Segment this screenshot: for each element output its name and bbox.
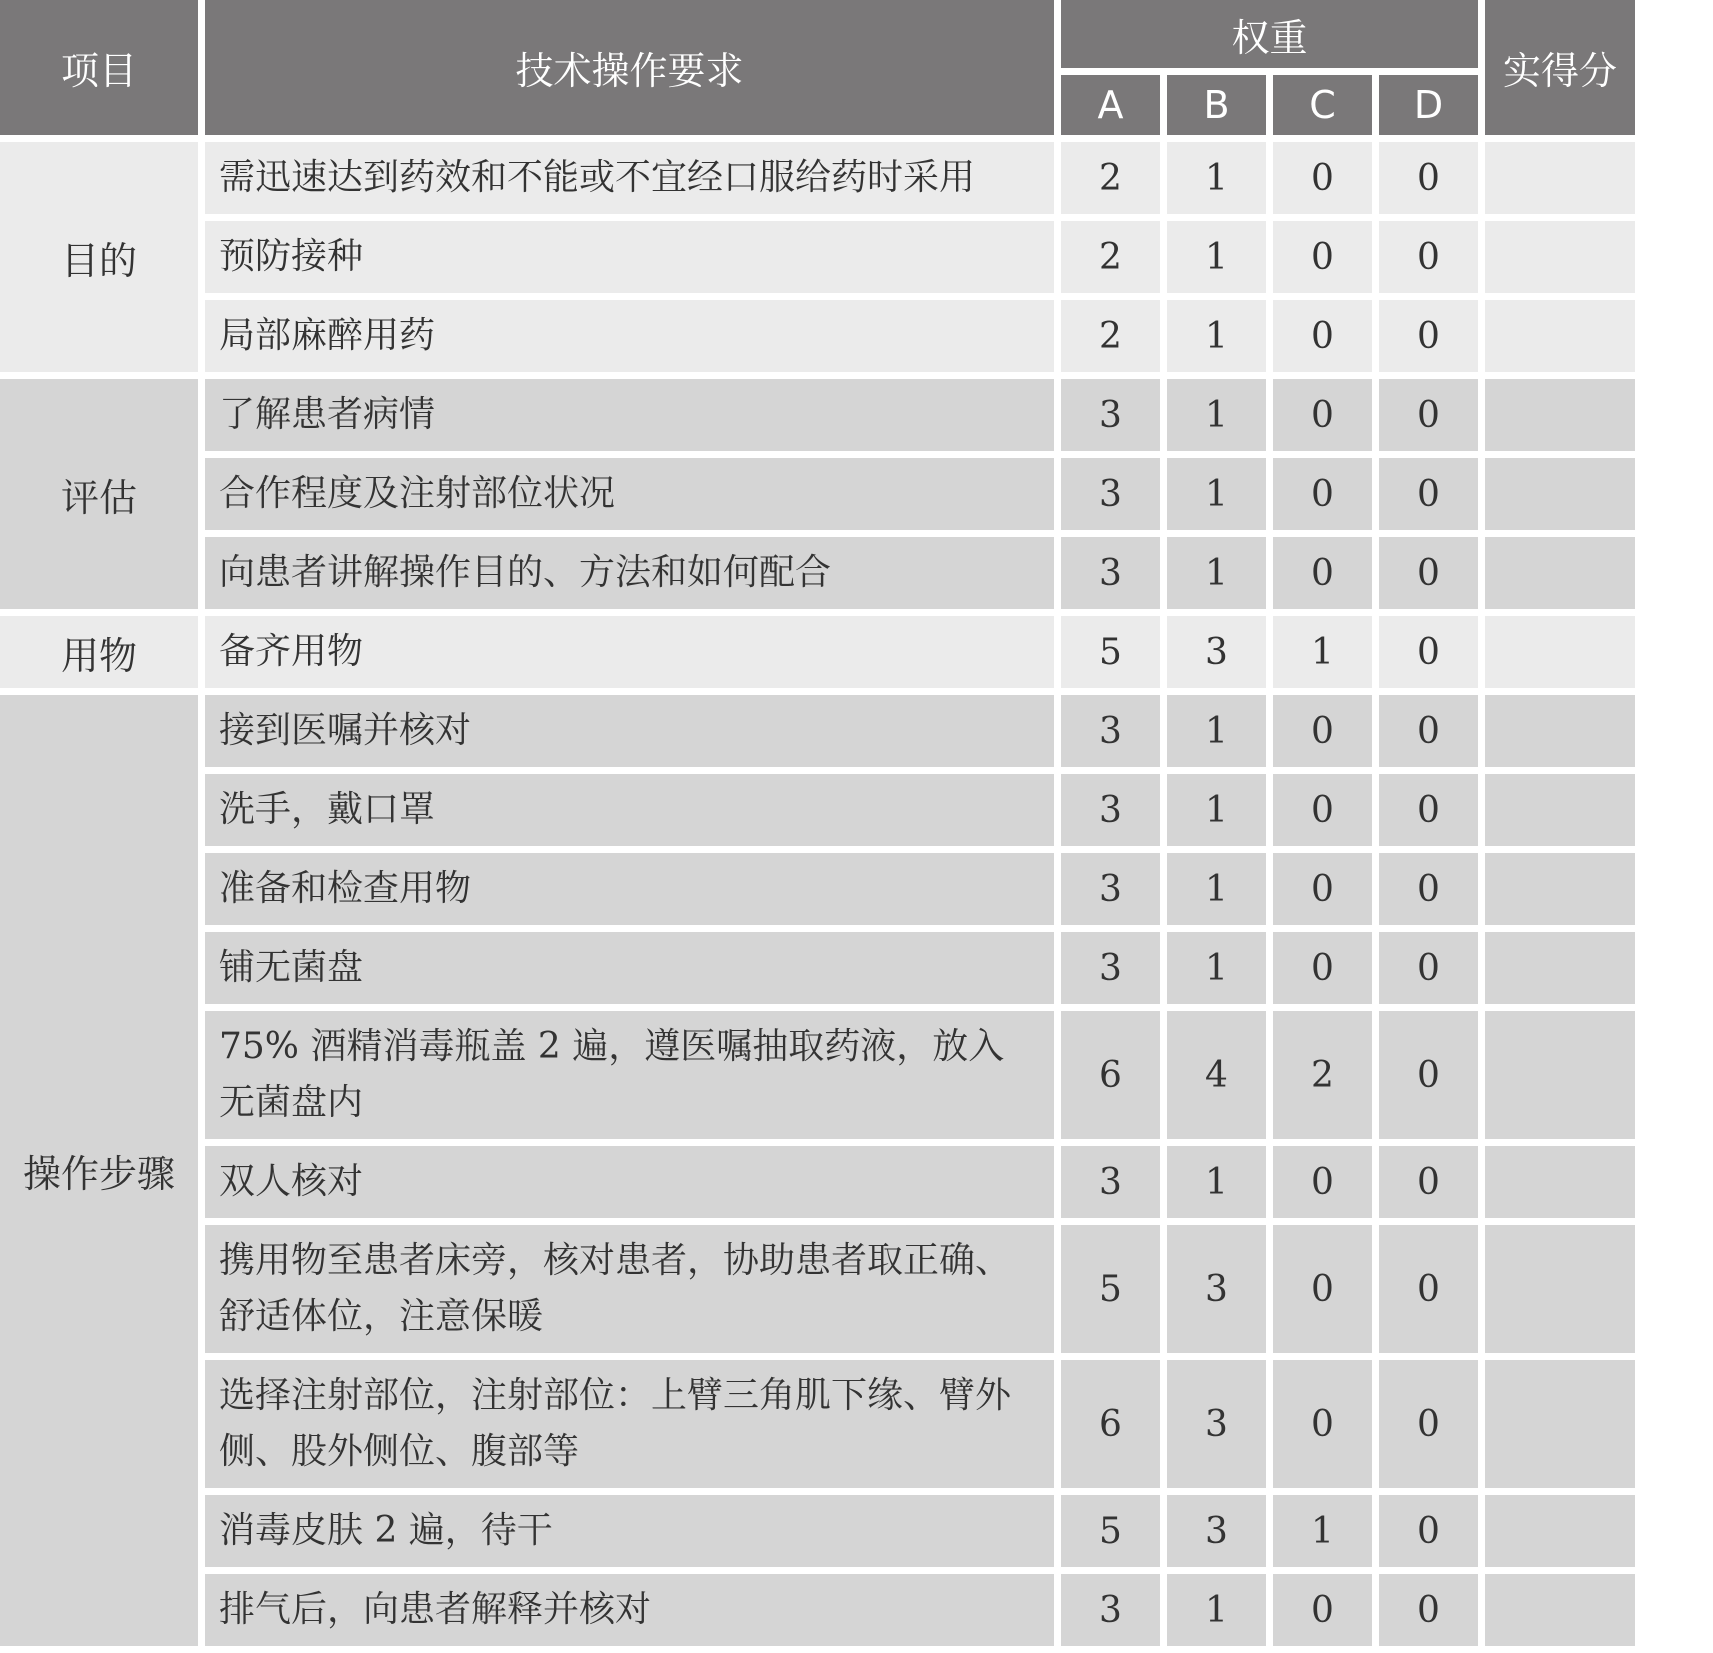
header-weight: 权重 bbox=[1061, 0, 1478, 68]
weight-a-cell: 5 bbox=[1061, 1495, 1160, 1567]
table-row bbox=[0, 458, 1635, 530]
weight-b-cell: 1 bbox=[1167, 458, 1266, 530]
score-cell bbox=[1485, 1495, 1635, 1567]
score-cell bbox=[1485, 853, 1635, 925]
table-row bbox=[0, 853, 1635, 925]
score-cell bbox=[1485, 142, 1635, 214]
weight-c-cell: 0 bbox=[1273, 853, 1372, 925]
weight-c-cell: 0 bbox=[1273, 1225, 1372, 1353]
weight-b-cell: 1 bbox=[1167, 774, 1266, 846]
weight-c-cell: 0 bbox=[1273, 379, 1372, 451]
requirement-cell: 了解患者病情 bbox=[205, 379, 1054, 451]
weight-d-cell: 0 bbox=[1379, 1495, 1478, 1567]
weight-b-cell: 1 bbox=[1167, 300, 1266, 372]
weight-c-cell: 0 bbox=[1273, 1574, 1372, 1646]
table-row bbox=[0, 932, 1635, 1004]
requirement-cell: 接到医嘱并核对 bbox=[205, 695, 1054, 767]
requirement-cell: 携用物至患者床旁，核对患者，协助患者取正确、舒适体位，注意保暖 bbox=[205, 1225, 1054, 1353]
table-body bbox=[0, 142, 1635, 1646]
weight-d-cell: 0 bbox=[1379, 695, 1478, 767]
weight-b-cell: 1 bbox=[1167, 853, 1266, 925]
weight-b-cell: 1 bbox=[1167, 1574, 1266, 1646]
weight-c-cell: 0 bbox=[1273, 1360, 1372, 1488]
weight-d-cell: 0 bbox=[1379, 1360, 1478, 1488]
item-cell: 操作步骤 bbox=[0, 695, 198, 1646]
weight-d-cell: 0 bbox=[1379, 458, 1478, 530]
weight-a-cell: 6 bbox=[1061, 1360, 1160, 1488]
requirement-cell: 消毒皮肤 2 遍，待干 bbox=[205, 1495, 1054, 1567]
weight-d-cell: 0 bbox=[1379, 1574, 1478, 1646]
header-item: 项目 bbox=[0, 0, 198, 135]
weight-d-cell: 0 bbox=[1379, 379, 1478, 451]
weight-c-cell: 0 bbox=[1273, 300, 1372, 372]
table-row bbox=[0, 1225, 1635, 1353]
weight-a-cell: 3 bbox=[1061, 1146, 1160, 1218]
requirement-cell: 洗手，戴口罩 bbox=[205, 774, 1054, 846]
weight-a-cell: 2 bbox=[1061, 221, 1160, 293]
requirement-cell: 排气后，向患者解释并核对 bbox=[205, 1574, 1054, 1646]
weight-c-cell: 0 bbox=[1273, 774, 1372, 846]
requirement-cell: 75% 酒精消毒瓶盖 2 遍，遵医嘱抽取药液，放入无菌盘内 bbox=[205, 1011, 1054, 1139]
weight-b-cell: 1 bbox=[1167, 695, 1266, 767]
table-row bbox=[0, 300, 1635, 372]
weight-b-cell: 1 bbox=[1167, 932, 1266, 1004]
weight-c-cell: 0 bbox=[1273, 695, 1372, 767]
weight-a-cell: 3 bbox=[1061, 853, 1160, 925]
weight-a-cell: 3 bbox=[1061, 932, 1160, 1004]
weight-b-cell: 1 bbox=[1167, 1146, 1266, 1218]
table-row bbox=[0, 1011, 1635, 1139]
weight-b-cell: 1 bbox=[1167, 379, 1266, 451]
score-cell bbox=[1485, 458, 1635, 530]
requirement-cell: 铺无菌盘 bbox=[205, 932, 1054, 1004]
weight-a-cell: 3 bbox=[1061, 774, 1160, 846]
table-row bbox=[0, 537, 1635, 609]
requirement-cell: 双人核对 bbox=[205, 1146, 1054, 1218]
header-weight-a: A bbox=[1061, 75, 1160, 135]
table-row bbox=[0, 221, 1635, 293]
requirement-cell: 合作程度及注射部位状况 bbox=[205, 458, 1054, 530]
table-row bbox=[0, 1574, 1635, 1646]
table-row bbox=[0, 142, 1635, 214]
weight-d-cell: 0 bbox=[1379, 932, 1478, 1004]
weight-d-cell: 0 bbox=[1379, 537, 1478, 609]
score-cell bbox=[1485, 1146, 1635, 1218]
table-row bbox=[0, 379, 1635, 451]
header-weight-d: D bbox=[1379, 75, 1478, 135]
weight-b-cell: 3 bbox=[1167, 1360, 1266, 1488]
requirement-cell: 预防接种 bbox=[205, 221, 1054, 293]
score-cell bbox=[1485, 379, 1635, 451]
weight-c-cell: 1 bbox=[1273, 1495, 1372, 1567]
weight-b-cell: 1 bbox=[1167, 142, 1266, 214]
table-row bbox=[0, 695, 1635, 767]
weight-d-cell: 0 bbox=[1379, 774, 1478, 846]
weight-c-cell: 0 bbox=[1273, 932, 1372, 1004]
weight-b-cell: 3 bbox=[1167, 1495, 1266, 1567]
score-cell bbox=[1485, 1011, 1635, 1139]
weight-a-cell: 2 bbox=[1061, 142, 1160, 214]
weight-d-cell: 0 bbox=[1379, 142, 1478, 214]
weight-c-cell: 0 bbox=[1273, 221, 1372, 293]
header-score: 实得分 bbox=[1485, 0, 1635, 135]
table-row bbox=[0, 616, 1635, 688]
weight-b-cell: 3 bbox=[1167, 616, 1266, 688]
weight-d-cell: 0 bbox=[1379, 300, 1478, 372]
weight-d-cell: 0 bbox=[1379, 1011, 1478, 1139]
table-row bbox=[0, 1146, 1635, 1218]
weight-c-cell: 0 bbox=[1273, 1146, 1372, 1218]
weight-a-cell: 3 bbox=[1061, 1574, 1160, 1646]
weight-a-cell: 3 bbox=[1061, 695, 1160, 767]
weight-c-cell: 1 bbox=[1273, 616, 1372, 688]
header-requirement: 技术操作要求 bbox=[205, 0, 1054, 135]
score-cell bbox=[1485, 774, 1635, 846]
table-row bbox=[0, 774, 1635, 846]
header-weight-c: C bbox=[1273, 75, 1372, 135]
requirement-cell: 选择注射部位，注射部位：上臂三角肌下缘、臂外侧、股外侧位、腹部等 bbox=[205, 1360, 1054, 1488]
weight-b-cell: 3 bbox=[1167, 1225, 1266, 1353]
weight-a-cell: 3 bbox=[1061, 379, 1160, 451]
weight-c-cell: 0 bbox=[1273, 142, 1372, 214]
score-cell bbox=[1485, 1574, 1635, 1646]
table-header bbox=[0, 0, 1635, 135]
requirement-cell: 需迅速达到药效和不能或不宜经口服给药时采用 bbox=[205, 142, 1054, 214]
weight-a-cell: 3 bbox=[1061, 458, 1160, 530]
weight-d-cell: 0 bbox=[1379, 221, 1478, 293]
score-cell bbox=[1485, 537, 1635, 609]
weight-c-cell: 0 bbox=[1273, 537, 1372, 609]
table-row bbox=[0, 1495, 1635, 1567]
weight-a-cell: 2 bbox=[1061, 300, 1160, 372]
weight-a-cell: 5 bbox=[1061, 616, 1160, 688]
requirement-cell: 准备和检查用物 bbox=[205, 853, 1054, 925]
weight-a-cell: 6 bbox=[1061, 1011, 1160, 1139]
item-cell: 用物 bbox=[0, 616, 198, 688]
score-cell bbox=[1485, 932, 1635, 1004]
item-cell: 目的 bbox=[0, 142, 198, 372]
weight-c-cell: 2 bbox=[1273, 1011, 1372, 1139]
table-row bbox=[0, 1360, 1635, 1488]
weight-a-cell: 3 bbox=[1061, 537, 1160, 609]
weight-d-cell: 0 bbox=[1379, 853, 1478, 925]
score-cell bbox=[1485, 1225, 1635, 1353]
score-cell bbox=[1485, 1360, 1635, 1488]
requirement-cell: 备齐用物 bbox=[205, 616, 1054, 688]
weight-b-cell: 4 bbox=[1167, 1011, 1266, 1139]
weight-b-cell: 1 bbox=[1167, 221, 1266, 293]
item-cell: 评估 bbox=[0, 379, 198, 609]
weight-d-cell: 0 bbox=[1379, 1225, 1478, 1353]
requirement-cell: 向患者讲解操作目的、方法和如何配合 bbox=[205, 537, 1054, 609]
weight-d-cell: 0 bbox=[1379, 1146, 1478, 1218]
weight-d-cell: 0 bbox=[1379, 616, 1478, 688]
requirement-cell: 局部麻醉用药 bbox=[205, 300, 1054, 372]
score-cell bbox=[1485, 221, 1635, 293]
header-weight-b: B bbox=[1167, 75, 1266, 135]
weight-b-cell: 1 bbox=[1167, 537, 1266, 609]
score-cell bbox=[1485, 616, 1635, 688]
weight-c-cell: 0 bbox=[1273, 458, 1372, 530]
score-cell bbox=[1485, 695, 1635, 767]
weight-a-cell: 5 bbox=[1061, 1225, 1160, 1353]
score-cell bbox=[1485, 300, 1635, 372]
